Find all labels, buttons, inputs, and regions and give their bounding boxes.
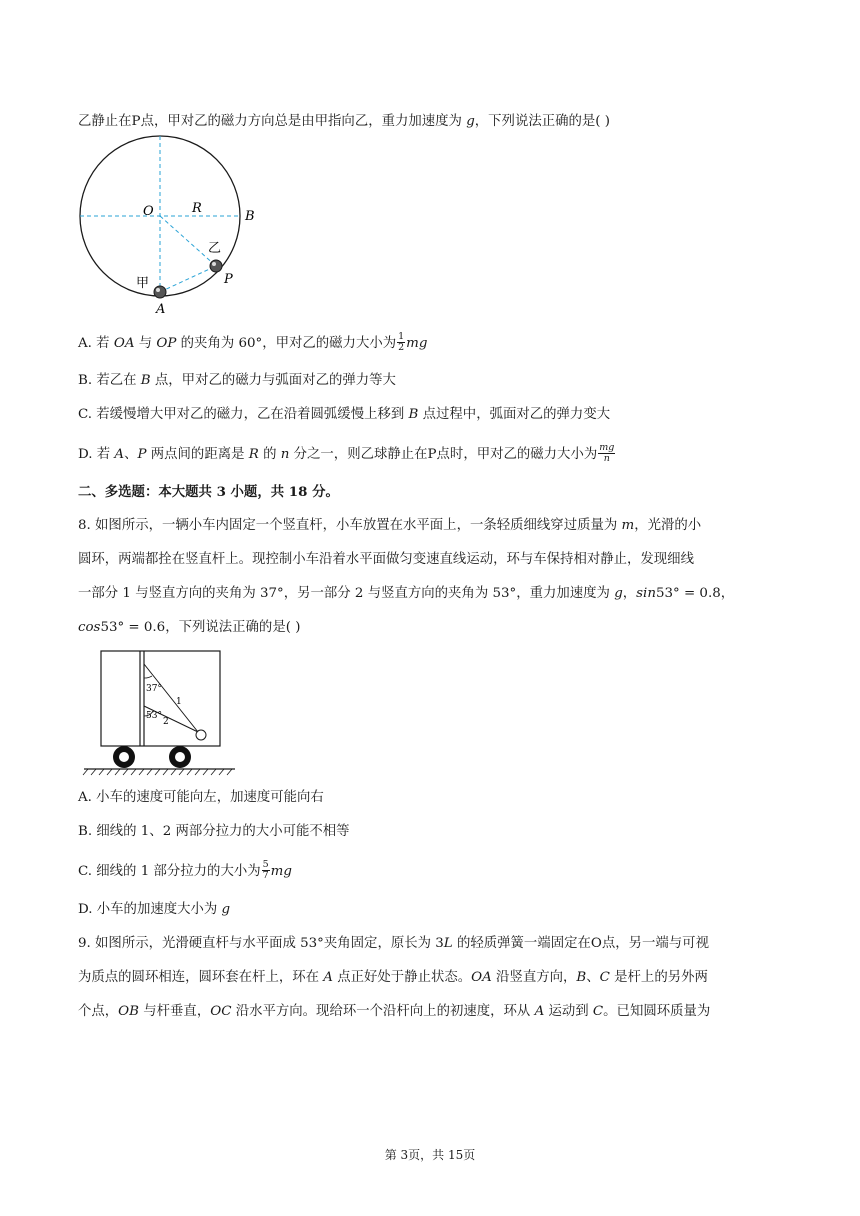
q7-circle-figure [70, 140, 270, 320]
label-37: 37° [146, 684, 162, 694]
q7-option-a: A. 若 OA 与 OP 的夹角为 60°，甲对乙的磁力大小为 $\frac{1}{2}$ mg [78, 331, 428, 353]
q8-line-1: 8. 如图所示，一辆小车内固定一个竖直杆，小车放置在水平面上，一条轻质细线穿过质量为 m，光滑的小 [78, 518, 702, 533]
label-53: 53° [146, 711, 162, 721]
q8-line-4: cos53° = 0.6，下列说法正确的是( ) [78, 620, 301, 635]
q9-line-3: 个点，OB 与杆垂直，OC 沿水平方向。现给环一个沿杆向上的初速度，环从 A 运动到 C。已知圆环质量为 [78, 1004, 711, 1019]
label-2: 2 [163, 717, 169, 727]
label-A: A [156, 302, 166, 317]
q8-option-d: D. 小车的加速度大小为 g [78, 902, 231, 917]
label-B: B [245, 209, 255, 224]
q7-option-d: D. 若 A、P 两点间的距离是 R 的 n 分之一，则乙球静止在P点时，甲对乙的磁力大小为 $\frac{mg}{n}$ [78, 442, 615, 464]
q8-option-a: A. 小车的速度可能向左，加速度可能向右 [78, 790, 324, 805]
q8-line-2: 圆环，两端都拴在竖直杆上。现控制小车沿着水平面做匀变速直线运动，环与车保持相对静止，发现细线 [78, 552, 694, 567]
page-footer: 第 3页，共 15页 [384, 1148, 476, 1162]
label-1: 1 [176, 697, 182, 707]
q7-stem: 乙静止在P点，甲对乙的磁力方向总是由甲指向乙，重力加速度为 g，下列说法正确的是( ) [78, 114, 611, 129]
q7-option-c: C. 若缓慢增大甲对乙的磁力，乙在沿着圆弧缓慢上移到 B 点过程中，弧面对乙的弹力变大 [78, 407, 611, 422]
q9-line-1: 9. 如图所示，光滑硬直杆与水平面成 53°夹角固定，原长为 3L 的轻质弹簧一端固定在O点，另一端与可视 [78, 936, 709, 951]
q8-option-b: B. 细线的 1、2 两部分拉力的大小可能不相等 [78, 824, 350, 839]
label-O: O [143, 204, 154, 219]
label-R: R [192, 201, 202, 216]
label-jia: 甲 [136, 276, 150, 291]
q9-line-2: 为质点的圆环相连，圆环套在杆上，环在 A 点正好处于静止状态。OA 沿竖直方向，B、C 是杆上的另外两 [78, 970, 708, 985]
q8-cart-figure [80, 648, 240, 778]
section-heading: 二、多选题：本大题共 3 小题，共 18 分。 [78, 484, 339, 500]
label-yi: 乙 [208, 241, 222, 256]
q8-option-c: C. 细线的 1 部分拉力的大小为 $\frac{5}{7}$ mg [78, 859, 292, 881]
label-P: P [224, 272, 233, 287]
q7-option-b: B. 若乙在 B 点，甲对乙的磁力与弧面对乙的弹力等大 [78, 373, 396, 388]
q8-line-3: 一部分 1 与竖直方向的夹角为 37°，另一部分 2 与竖直方向的夹角为 53°，重力加速度为 g，sin53° = 0.8， [78, 586, 735, 601]
